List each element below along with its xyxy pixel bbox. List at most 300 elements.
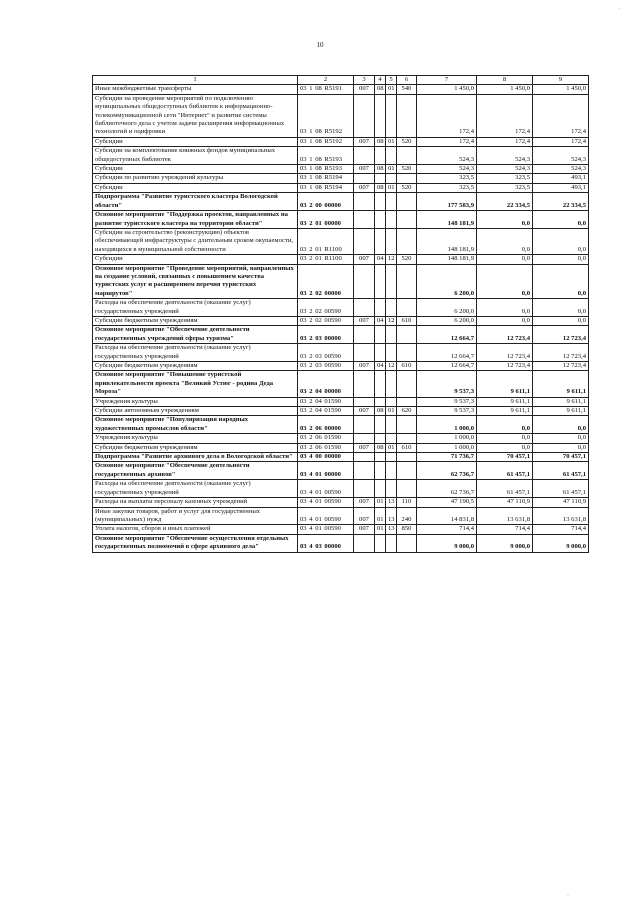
- row-value-2020-cell: 0,0: [477, 299, 533, 317]
- row-ved-cell: [354, 174, 375, 183]
- row-value-2021-cell: 47 110,9: [533, 498, 589, 507]
- row-vr-cell: 520: [397, 165, 417, 174]
- row-value-2020-cell: 172,4: [477, 94, 533, 137]
- row-value-2019-cell: 12 664,7: [417, 362, 477, 371]
- row-rz-cell: [375, 193, 386, 211]
- row-pr-cell: [386, 434, 397, 443]
- row-pr-cell: 13: [386, 507, 397, 525]
- row-value-2020-cell: 0,0: [477, 264, 533, 299]
- row-pr-cell: [386, 397, 397, 406]
- row-vr-cell: [397, 228, 417, 254]
- table-row: [93, 255, 589, 264]
- row-value-2021-cell: 0,0: [533, 255, 589, 264]
- row-value-2019-cell: 9 537,3: [417, 397, 477, 406]
- row-value-2019-cell: 148 181,9: [417, 211, 477, 229]
- row-value-2019-cell: 177 583,9: [417, 193, 477, 211]
- row-value-2020-cell: 0,0: [477, 211, 533, 229]
- row-name-cell: Субсидии на строительство (реконструкцию) объектов обеспечивающей инфраструктуры с длительным сроком окупаемости, находящихся в муниципальной собственности: [93, 228, 298, 254]
- row-pr-cell: 13: [386, 525, 397, 534]
- row-pr-cell: 01: [386, 183, 397, 192]
- row-code-cell: 03 2 00 00000: [298, 193, 354, 211]
- row-name-cell: Иные закупки товаров, работ и услуг для государственных (муниципальных) нужд: [93, 507, 298, 525]
- row-ved-cell: 007: [354, 498, 375, 507]
- row-value-2019-cell: 9 537,3: [417, 407, 477, 416]
- row-rz-cell: 08: [375, 137, 386, 146]
- row-value-2020-cell: 47 110,9: [477, 498, 533, 507]
- table-row: [93, 507, 589, 525]
- row-value-2021-cell: 0,0: [533, 416, 589, 434]
- row-rz-cell: 01: [375, 507, 386, 525]
- row-pr-cell: 12: [386, 255, 397, 264]
- row-vr-cell: 610: [397, 316, 417, 325]
- table-header-row: [93, 76, 589, 85]
- row-vr-cell: [397, 416, 417, 434]
- row-ved-cell: 007: [354, 525, 375, 534]
- row-value-2019-cell: 172,4: [417, 94, 477, 137]
- row-code-cell: 03 1 08 R5193: [298, 165, 354, 174]
- row-name-cell: Субсидии: [93, 255, 298, 264]
- row-name-cell: Расходы на обеспечение деятельности (оказание услуг) государственных учреждений: [93, 480, 298, 498]
- row-value-2019-cell: 47 190,5: [417, 498, 477, 507]
- row-name-cell: Расходы на обеспечение деятельности (оказание услуг) государственных учреждений: [93, 299, 298, 317]
- row-vr-cell: [397, 264, 417, 299]
- row-name-cell: Учреждения культуры: [93, 397, 298, 406]
- table-row: [93, 534, 589, 552]
- row-vr-cell: [397, 193, 417, 211]
- row-value-2020-cell: 0,0: [477, 434, 533, 443]
- row-value-2020-cell: 524,3: [477, 147, 533, 165]
- row-pr-cell: 01: [386, 443, 397, 452]
- table-row: [93, 183, 589, 192]
- row-ved-cell: 007: [354, 165, 375, 174]
- row-name-cell: Основное мероприятие "Обеспечение осуществления отдельных государственных полномочий в сфере архивного дела": [93, 534, 298, 552]
- row-rz-cell: 08: [375, 443, 386, 452]
- row-code-cell: 03 2 03 00590: [298, 344, 354, 362]
- row-ved-cell: [354, 147, 375, 165]
- row-name-cell: Основное мероприятие "Повышение туристской привлекательности проекта "Великий Устюг - родина Деда Мороза": [93, 371, 298, 397]
- row-ved-cell: [354, 228, 375, 254]
- table-row: [93, 211, 589, 229]
- row-value-2019-cell: 6 200,0: [417, 264, 477, 299]
- header-cell-6: 6: [397, 76, 417, 85]
- row-name-cell: Иные межбюджетные трансферты: [93, 85, 298, 94]
- row-rz-cell: [375, 299, 386, 317]
- row-vr-cell: [397, 462, 417, 480]
- row-value-2019-cell: 148 181,9: [417, 255, 477, 264]
- row-name-cell: Основное мероприятие "Проведение мероприятий, направленных на создание условий, связанных с повышением качества туристских услуг и расширением перечня туристских маршрутов": [93, 264, 298, 299]
- row-code-cell: 03 2 02 00590: [298, 299, 354, 317]
- row-vr-cell: [397, 397, 417, 406]
- row-value-2020-cell: 13 631,8: [477, 507, 533, 525]
- table-row: [93, 453, 589, 462]
- row-code-cell: 03 2 06 01590: [298, 443, 354, 452]
- row-value-2019-cell: 6 200,0: [417, 316, 477, 325]
- row-value-2019-cell: 6 200,0: [417, 299, 477, 317]
- table-row: [93, 264, 589, 299]
- row-code-cell: 03 2 01 R1100: [298, 255, 354, 264]
- row-value-2020-cell: 9 611,1: [477, 407, 533, 416]
- row-value-2021-cell: 172,4: [533, 137, 589, 146]
- row-pr-cell: [386, 326, 397, 344]
- row-vr-cell: 610: [397, 443, 417, 452]
- row-value-2019-cell: 524,3: [417, 165, 477, 174]
- row-name-cell: Субсидии бюджетным учреждениям: [93, 443, 298, 452]
- budget-table: [92, 75, 589, 553]
- row-value-2020-cell: 0,0: [477, 416, 533, 434]
- row-vr-cell: 620: [397, 407, 417, 416]
- row-value-2021-cell: 61 457,1: [533, 462, 589, 480]
- row-ved-cell: [354, 326, 375, 344]
- edge-mark: ·: [567, 893, 569, 899]
- table-row: [93, 498, 589, 507]
- row-name-cell: Подпрограмма "Развитие туристского кластера Вологодской области": [93, 193, 298, 211]
- row-name-cell: Основное мероприятие "Обеспечение деятельности государственных архивов": [93, 462, 298, 480]
- table-row: [93, 344, 589, 362]
- row-pr-cell: [386, 453, 397, 462]
- header-cell-4: 4: [375, 76, 386, 85]
- row-ved-cell: 007: [354, 507, 375, 525]
- row-code-cell: 03 2 06 01590: [298, 434, 354, 443]
- row-rz-cell: [375, 462, 386, 480]
- row-value-2019-cell: 1 000,0: [417, 434, 477, 443]
- row-value-2021-cell: 61 457,1: [533, 480, 589, 498]
- row-code-cell: 03 2 01 00000: [298, 211, 354, 229]
- row-code-cell: 03 4 01 00590: [298, 480, 354, 498]
- row-value-2021-cell: 22 334,5: [533, 193, 589, 211]
- header-cell-2: 2: [298, 76, 354, 85]
- table-row: [93, 228, 589, 254]
- row-rz-cell: [375, 344, 386, 362]
- row-value-2021-cell: 493,1: [533, 183, 589, 192]
- row-ved-cell: [354, 416, 375, 434]
- row-value-2021-cell: 0,0: [533, 443, 589, 452]
- row-value-2021-cell: 0,0: [533, 299, 589, 317]
- row-vr-cell: [397, 147, 417, 165]
- row-vr-cell: 520: [397, 137, 417, 146]
- row-rz-cell: [375, 534, 386, 552]
- row-name-cell: Субсидии автономным учреждениям: [93, 407, 298, 416]
- header-cell-1: 1: [93, 76, 298, 85]
- row-ved-cell: [354, 299, 375, 317]
- row-value-2021-cell: 12 723,4: [533, 326, 589, 344]
- row-rz-cell: 01: [375, 498, 386, 507]
- row-value-2021-cell: 12 723,4: [533, 344, 589, 362]
- row-ved-cell: 007: [354, 362, 375, 371]
- row-pr-cell: [386, 462, 397, 480]
- row-value-2019-cell: 172,4: [417, 137, 477, 146]
- row-rz-cell: 08: [375, 165, 386, 174]
- row-value-2021-cell: 9 611,1: [533, 407, 589, 416]
- row-value-2020-cell: 1 450,0: [477, 85, 533, 94]
- row-pr-cell: [386, 264, 397, 299]
- row-value-2021-cell: 12 723,4: [533, 362, 589, 371]
- row-vr-cell: [397, 344, 417, 362]
- row-rz-cell: [375, 228, 386, 254]
- row-code-cell: 03 1 08 R5194: [298, 183, 354, 192]
- row-value-2019-cell: 62 736,7: [417, 462, 477, 480]
- row-ved-cell: 007: [354, 255, 375, 264]
- table-row: [93, 193, 589, 211]
- row-code-cell: 03 2 03 00000: [298, 326, 354, 344]
- row-pr-cell: [386, 211, 397, 229]
- row-value-2021-cell: 9 611,1: [533, 371, 589, 397]
- row-pr-cell: [386, 193, 397, 211]
- row-ved-cell: [354, 264, 375, 299]
- row-pr-cell: [386, 147, 397, 165]
- row-vr-cell: [397, 174, 417, 183]
- row-name-cell: Основное мероприятие "Поддержка проектов, направленных на развитие туристского кластера на территории области": [93, 211, 298, 229]
- row-value-2019-cell: 62 736,7: [417, 480, 477, 498]
- row-ved-cell: [354, 453, 375, 462]
- row-name-cell: Субсидии: [93, 165, 298, 174]
- row-ved-cell: [354, 462, 375, 480]
- row-pr-cell: [386, 371, 397, 397]
- row-rz-cell: [375, 326, 386, 344]
- row-ved-cell: 007: [354, 407, 375, 416]
- row-rz-cell: 04: [375, 362, 386, 371]
- table-row: [93, 525, 589, 534]
- row-pr-cell: [386, 534, 397, 552]
- row-code-cell: 03 2 04 01590: [298, 407, 354, 416]
- row-value-2020-cell: 9 611,1: [477, 371, 533, 397]
- table-row: [93, 326, 589, 344]
- row-name-cell: Субсидии: [93, 183, 298, 192]
- row-ved-cell: [354, 434, 375, 443]
- row-code-cell: 03 2 03 00590: [298, 362, 354, 371]
- row-rz-cell: [375, 480, 386, 498]
- table-row: [93, 434, 589, 443]
- table-row: [93, 480, 589, 498]
- row-value-2019-cell: 714,4: [417, 525, 477, 534]
- row-value-2020-cell: 0,0: [477, 228, 533, 254]
- row-vr-cell: 540: [397, 85, 417, 94]
- row-pr-cell: 01: [386, 165, 397, 174]
- row-vr-cell: 520: [397, 255, 417, 264]
- row-code-cell: 03 2 02 00000: [298, 264, 354, 299]
- row-vr-cell: 520: [397, 183, 417, 192]
- row-code-cell: 03 2 06 00000: [298, 416, 354, 434]
- row-rz-cell: [375, 434, 386, 443]
- row-rz-cell: [375, 416, 386, 434]
- row-pr-cell: 12: [386, 316, 397, 325]
- row-value-2019-cell: 71 736,7: [417, 453, 477, 462]
- corner-mark: ·: [618, 6, 620, 12]
- row-value-2020-cell: 70 457,1: [477, 453, 533, 462]
- row-rz-cell: 01: [375, 525, 386, 534]
- row-rz-cell: 08: [375, 85, 386, 94]
- row-ved-cell: 007: [354, 316, 375, 325]
- table-row: [93, 407, 589, 416]
- table-row: [93, 137, 589, 146]
- row-value-2019-cell: 148 181,9: [417, 228, 477, 254]
- row-value-2020-cell: 9 000,0: [477, 534, 533, 552]
- row-ved-cell: [354, 480, 375, 498]
- row-value-2021-cell: 493,1: [533, 174, 589, 183]
- row-value-2019-cell: 323,5: [417, 183, 477, 192]
- row-code-cell: 03 1 08 R5191: [298, 85, 354, 94]
- row-ved-cell: [354, 94, 375, 137]
- table-row: [93, 147, 589, 165]
- row-vr-cell: 110: [397, 498, 417, 507]
- row-rz-cell: 04: [375, 255, 386, 264]
- table-row: [93, 462, 589, 480]
- row-value-2021-cell: 0,0: [533, 434, 589, 443]
- header-cell-5: 5: [386, 76, 397, 85]
- row-vr-cell: [397, 299, 417, 317]
- row-value-2020-cell: 12 723,4: [477, 344, 533, 362]
- row-rz-cell: 08: [375, 183, 386, 192]
- table-row: [93, 397, 589, 406]
- header-cell-9: 9: [533, 76, 589, 85]
- row-value-2019-cell: 323,5: [417, 174, 477, 183]
- row-value-2021-cell: 172,4: [533, 94, 589, 137]
- table-row: [93, 443, 589, 452]
- row-value-2020-cell: 12 723,4: [477, 362, 533, 371]
- row-pr-cell: 13: [386, 498, 397, 507]
- row-name-cell: Субсидии по развитию учреждений культуры: [93, 174, 298, 183]
- row-code-cell: 03 4 01 00000: [298, 462, 354, 480]
- row-code-cell: 03 4 01 00590: [298, 498, 354, 507]
- row-ved-cell: [354, 344, 375, 362]
- row-ved-cell: 007: [354, 137, 375, 146]
- row-pr-cell: [386, 174, 397, 183]
- row-code-cell: 03 4 00 00000: [298, 453, 354, 462]
- row-value-2020-cell: 61 457,1: [477, 462, 533, 480]
- row-value-2020-cell: 714,4: [477, 525, 533, 534]
- header-cell-8: 8: [477, 76, 533, 85]
- row-value-2020-cell: 0,0: [477, 443, 533, 452]
- row-value-2019-cell: 1 000,0: [417, 416, 477, 434]
- row-pr-cell: 01: [386, 85, 397, 94]
- row-ved-cell: 007: [354, 183, 375, 192]
- row-value-2021-cell: 0,0: [533, 211, 589, 229]
- row-rz-cell: [375, 264, 386, 299]
- row-value-2019-cell: 524,3: [417, 147, 477, 165]
- row-vr-cell: [397, 326, 417, 344]
- row-name-cell: Основное мероприятие "Популяризация народных художественных промыслов области": [93, 416, 298, 434]
- row-value-2020-cell: 524,3: [477, 165, 533, 174]
- row-value-2021-cell: 13 631,8: [533, 507, 589, 525]
- row-value-2021-cell: 524,3: [533, 147, 589, 165]
- table-row: [93, 85, 589, 94]
- row-name-cell: Учреждения культуры: [93, 434, 298, 443]
- row-name-cell: Подпрограмма "Развитие архивного дела в Вологодской области": [93, 453, 298, 462]
- row-vr-cell: [397, 534, 417, 552]
- row-value-2020-cell: 0,0: [477, 255, 533, 264]
- row-pr-cell: [386, 94, 397, 137]
- header-cell-3: 3: [354, 76, 375, 85]
- row-value-2021-cell: 524,3: [533, 165, 589, 174]
- row-rz-cell: [375, 371, 386, 397]
- row-pr-cell: 01: [386, 137, 397, 146]
- row-code-cell: 03 4 01 00590: [298, 525, 354, 534]
- row-value-2021-cell: 70 457,1: [533, 453, 589, 462]
- row-rz-cell: [375, 94, 386, 137]
- row-pr-cell: [386, 344, 397, 362]
- row-code-cell: 03 1 08 R5193: [298, 147, 354, 165]
- row-code-cell: 03 2 04 01590: [298, 397, 354, 406]
- row-code-cell: 03 1 08 R5194: [298, 174, 354, 183]
- row-name-cell: Расходы на обеспечение деятельности (оказание услуг) государственных учреждений: [93, 344, 298, 362]
- table-row: [93, 299, 589, 317]
- row-code-cell: 03 2 04 00000: [298, 371, 354, 397]
- page-number: 10: [316, 41, 324, 49]
- row-value-2020-cell: 0,0: [477, 316, 533, 325]
- row-pr-cell: [386, 480, 397, 498]
- table-row: [93, 94, 589, 137]
- row-value-2019-cell: 12 664,7: [417, 326, 477, 344]
- row-rz-cell: 04: [375, 316, 386, 325]
- row-value-2020-cell: 323,5: [477, 174, 533, 183]
- row-vr-cell: [397, 453, 417, 462]
- row-value-2019-cell: 12 664,7: [417, 344, 477, 362]
- row-value-2020-cell: 323,5: [477, 183, 533, 192]
- row-value-2020-cell: 12 723,4: [477, 326, 533, 344]
- row-code-cell: 03 1 08 R5192: [298, 94, 354, 137]
- row-value-2021-cell: 0,0: [533, 316, 589, 325]
- row-ved-cell: [354, 397, 375, 406]
- row-name-cell: Субсидии на комплектование книжных фондов муниципальных общедоступных библиотек: [93, 147, 298, 165]
- row-value-2019-cell: 1 450,0: [417, 85, 477, 94]
- row-pr-cell: [386, 299, 397, 317]
- row-pr-cell: 01: [386, 407, 397, 416]
- row-value-2019-cell: 14 831,8: [417, 507, 477, 525]
- row-pr-cell: 12: [386, 362, 397, 371]
- row-code-cell: 03 2 01 R1100: [298, 228, 354, 254]
- row-vr-cell: [397, 434, 417, 443]
- row-value-2021-cell: 1 450,0: [533, 85, 589, 94]
- row-rz-cell: [375, 453, 386, 462]
- row-vr-cell: 850: [397, 525, 417, 534]
- row-value-2019-cell: 9 537,3: [417, 371, 477, 397]
- row-value-2019-cell: 1 000,0: [417, 443, 477, 452]
- row-rz-cell: [375, 147, 386, 165]
- row-code-cell: 03 4 01 00590: [298, 507, 354, 525]
- row-vr-cell: [397, 211, 417, 229]
- row-value-2020-cell: 172,4: [477, 137, 533, 146]
- row-ved-cell: [354, 211, 375, 229]
- row-value-2020-cell: 22 334,5: [477, 193, 533, 211]
- row-name-cell: Субсидии: [93, 137, 298, 146]
- row-rz-cell: [375, 397, 386, 406]
- row-vr-cell: [397, 371, 417, 397]
- row-code-cell: 03 4 03 00000: [298, 534, 354, 552]
- row-value-2021-cell: 714,4: [533, 525, 589, 534]
- row-rz-cell: 08: [375, 407, 386, 416]
- row-code-cell: 03 1 08 R5192: [298, 137, 354, 146]
- table-row: [93, 371, 589, 397]
- row-code-cell: 03 2 02 00590: [298, 316, 354, 325]
- row-value-2019-cell: 9 000,0: [417, 534, 477, 552]
- row-value-2020-cell: 61 457,1: [477, 480, 533, 498]
- row-ved-cell: [354, 193, 375, 211]
- row-ved-cell: 007: [354, 443, 375, 452]
- row-name-cell: Субсидии бюджетным учреждениям: [93, 316, 298, 325]
- row-ved-cell: 007: [354, 85, 375, 94]
- table-row: [93, 416, 589, 434]
- row-value-2021-cell: 0,0: [533, 264, 589, 299]
- row-value-2020-cell: 9 611,1: [477, 397, 533, 406]
- row-name-cell: Субсидии на проведение мероприятий по подключению муниципальных общедоступных библиотек к информационно-телекоммуникационной сети "Интернет" и развитие системы библиотечного дела с учетом задачи расширения информационных технологий и оцифровки: [93, 94, 298, 137]
- row-pr-cell: [386, 228, 397, 254]
- row-ved-cell: [354, 534, 375, 552]
- row-vr-cell: 240: [397, 507, 417, 525]
- row-value-2021-cell: 9 611,1: [533, 397, 589, 406]
- table-row: [93, 174, 589, 183]
- row-rz-cell: [375, 174, 386, 183]
- row-vr-cell: [397, 94, 417, 137]
- row-pr-cell: [386, 416, 397, 434]
